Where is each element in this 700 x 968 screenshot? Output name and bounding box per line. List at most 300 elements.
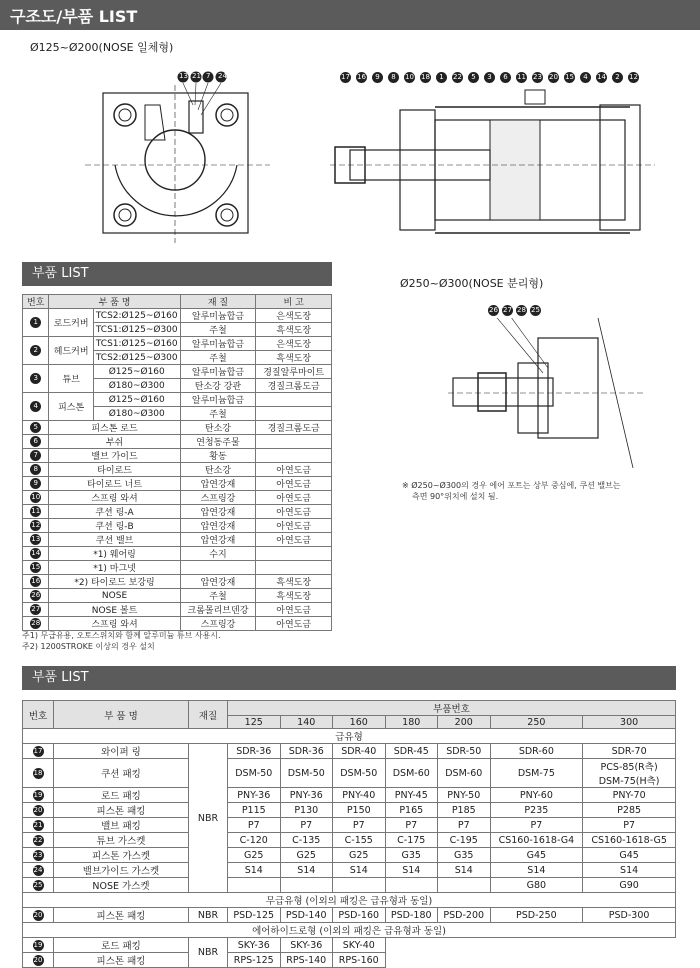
part-name: 밸브가이드 가스켓 xyxy=(54,863,189,878)
part-number xyxy=(23,848,54,863)
part-number-badge: 25 xyxy=(33,881,43,889)
part-code xyxy=(583,848,676,863)
part-name: 쿠션 밸브 xyxy=(49,533,180,547)
parts-list-bar-2: 부품 LIST xyxy=(22,666,676,690)
part-number-badge: 20 xyxy=(33,911,43,919)
part-number-badge: 2 xyxy=(30,345,41,356)
part-remark: 아연도금 xyxy=(256,477,332,491)
part-code: PSD-200 xyxy=(438,908,491,923)
part-code-value: G25 xyxy=(349,849,369,861)
part-code xyxy=(490,744,583,759)
part-number xyxy=(23,603,49,617)
part-code: PSD-140 xyxy=(280,908,333,923)
part-code-value: PNY-36 xyxy=(237,789,271,801)
part-number-badge: 16 xyxy=(31,577,41,585)
part-number xyxy=(23,547,49,561)
table-row xyxy=(23,759,676,788)
part-code xyxy=(438,759,491,788)
part-remark: 흑색도장 xyxy=(256,323,332,337)
table-row xyxy=(23,617,332,631)
part-code xyxy=(333,833,386,848)
part-code xyxy=(583,744,676,759)
part-material: 탄소강 xyxy=(180,421,256,435)
table-row xyxy=(23,744,676,759)
part-code xyxy=(333,744,386,759)
part-number xyxy=(23,561,49,575)
part-code-value: G90 xyxy=(619,879,639,891)
part-number xyxy=(23,505,49,519)
part-number xyxy=(23,818,54,833)
part-material: 황동 xyxy=(180,449,256,463)
part-name: 와이퍼 링 xyxy=(54,744,189,759)
part-code: SKY-36 xyxy=(280,938,333,953)
part-name: 튜브 가스켓 xyxy=(54,833,189,848)
part-code-value: C-175 xyxy=(397,834,426,846)
part-remark: 아연도금 xyxy=(256,463,332,477)
part-code xyxy=(490,878,583,893)
page-title: 구조도/부품 LIST xyxy=(10,7,138,26)
part-material: 스프링강 xyxy=(180,617,256,631)
part-code xyxy=(385,744,438,759)
part-name: NOSE 가스켓 xyxy=(54,878,189,893)
part-remark: 아연도금 xyxy=(256,519,332,533)
table-row xyxy=(23,938,676,953)
part-code xyxy=(228,744,281,759)
part-code-value: P7 xyxy=(405,819,418,831)
part-number xyxy=(23,863,54,878)
part-code xyxy=(583,803,676,818)
part-code xyxy=(385,848,438,863)
part-code-value: P7 xyxy=(457,819,470,831)
part-code xyxy=(490,863,583,878)
diagram1-caption: Ø125~Ø200(NOSE 일체형) xyxy=(30,41,174,54)
part-number-badge: 19 xyxy=(33,791,43,799)
part-code xyxy=(280,788,333,803)
table-row xyxy=(23,788,676,803)
part-code-value: P7 xyxy=(352,819,365,831)
part-remark: 경질크롬도금 xyxy=(256,421,332,435)
group-title: 무급유형 (이외의 패킹은 급유형과 동일) xyxy=(23,893,676,908)
part-code-value: S14 xyxy=(454,864,473,876)
table-row xyxy=(23,547,332,561)
part-code xyxy=(583,833,676,848)
part-code-value: P7 xyxy=(623,819,635,831)
part-code xyxy=(583,818,676,833)
part-code xyxy=(333,759,386,788)
part-number-badge: 22 xyxy=(33,836,43,844)
part-code xyxy=(333,878,386,893)
group-title: 급유형 xyxy=(23,729,676,744)
part-code xyxy=(490,788,583,803)
part-code xyxy=(583,863,676,878)
side-section-diagram xyxy=(330,65,660,250)
table-row xyxy=(23,337,332,351)
part-code-value: P7 xyxy=(247,819,260,831)
part-number-badge: 13 xyxy=(31,535,41,543)
parts-table-2: 번호 부 품 명 재질 부품번호 125 140 160 180 200 250 300 급유형 17 와이퍼 링 NBR SDR-36 SDR-36 SDR-40 SDR-45 SDR-50 SDR-60 SDR-70 18 쿠션 패킹 DSM-50 DSM-50 DSM-50 DSM-60 DSM-60 DSM-75 PCS-85(R측) DSM-75(H측) 19 로드 패킹 PNY-36 PNY-36 PNY-40 PNY-45 PNY-50 PNY-60 PNY-70 20 피스톤 패킹 P115 P130 P150 P165 P185 P235 P285 21 밸브 패킹 P7 P7 P7 P7 P7 P7 P7 22 튜브 가스켓 C-120 C-135 C-155 C-175 C-195 CS160-1618-G4 CS160-1618-G5 23 피스톤 가스켓 G25 G25 G25 G35 G35 G45 G45 24 밸브가이드 가스켓 S14 S14 S14 S14 S14 S14 S14 25 NOSE 가스켓 G80 G90 무급유형 (이외의 패킹은 급유형과 동일) 20 피스톤 패킹 NBR PSD-125 PSD-140 PSD-160 PSD-180 PSD-200 PSD-250 PSD-300 에어하이드로형 (이외의 패킹은 급유형과 동일) 19 로드 패킹 NBR SKY-36 SKY-36 SKY-40 20 피스톤 패킹 RPS-125 RPS-140 RPS-160 xyxy=(22,700,676,968)
part-code-value: G45 xyxy=(526,849,547,861)
part-code xyxy=(438,818,491,833)
part-number-badge: 1 xyxy=(30,317,41,328)
part-remark: 아연도금 xyxy=(256,533,332,547)
part-remark: 은색도장 xyxy=(256,337,332,351)
part-number xyxy=(23,938,54,953)
part-code xyxy=(228,759,281,788)
part-number-badge: 20 xyxy=(33,956,43,964)
nose-callouts: 26 27 28 25 xyxy=(489,306,540,314)
part-code xyxy=(280,878,333,893)
part-remark: 흑색도장 xyxy=(256,351,332,365)
size-header: 160 xyxy=(333,716,386,729)
part-name: 밸브 가이드 xyxy=(49,449,180,463)
part-code-value: PNY-70 xyxy=(612,789,646,801)
part-number-badge: 6 xyxy=(30,436,41,447)
part-code-value: PCS-85(R측) xyxy=(600,762,658,773)
table-row xyxy=(23,365,332,379)
part-name: 밸브 패킹 xyxy=(54,818,189,833)
part-code: RPS-125 xyxy=(228,953,281,968)
parts-note-2: 주2) 1200STROKE 이상의 경우 설치 xyxy=(22,642,155,651)
part-remark xyxy=(256,561,332,575)
table-row xyxy=(23,449,332,463)
part-code: PSD-125 xyxy=(228,908,281,923)
part-code xyxy=(333,788,386,803)
part-code-value: PNY-36 xyxy=(289,789,323,801)
part-name: NOSE xyxy=(49,589,180,603)
table-row xyxy=(23,421,332,435)
part-name: 스프링 와셔 xyxy=(49,617,180,631)
part-number xyxy=(23,759,54,788)
part-remark: 은색도장 xyxy=(256,309,332,323)
part-code-value: S14 xyxy=(620,864,639,876)
part-number-badge: 17 xyxy=(33,747,43,755)
part-code xyxy=(228,878,281,893)
part-code-value: PNY-40 xyxy=(342,789,376,801)
part-name: 피스톤 가스켓 xyxy=(54,848,189,863)
part-code-value: PNY-60 xyxy=(519,789,553,801)
part-code-value: SDR-36 xyxy=(288,745,324,757)
part-material: 압연강재 xyxy=(180,477,256,491)
part-material: 탄소강 xyxy=(180,463,256,477)
part-code xyxy=(228,863,281,878)
table-row xyxy=(23,848,676,863)
part-code-value: P235 xyxy=(524,804,549,816)
part-code-value: SDR-36 xyxy=(236,745,272,757)
part-number-badge: 10 xyxy=(31,493,41,501)
table-row xyxy=(23,477,332,491)
part-code: PSD-180 xyxy=(385,908,438,923)
part-code: PSD-160 xyxy=(333,908,386,923)
table-row xyxy=(23,803,676,818)
part-number-badge: 7 xyxy=(30,450,41,461)
part-number xyxy=(23,477,49,491)
size-header: 200 xyxy=(438,716,491,729)
part-code-value-2: DSM-75(H측) xyxy=(598,776,660,787)
part-name: 피스톤 로드 xyxy=(49,421,180,435)
part-number-badge: 21 xyxy=(33,821,43,829)
part-name: Ø180~Ø300 xyxy=(93,379,180,393)
table-row xyxy=(23,603,332,617)
side-callouts: 17 16 9 8 10 18 1 22 5 3 6 11 23 20 15 4 14 2 12 xyxy=(341,73,638,81)
table-row xyxy=(23,393,332,407)
part-number-badge: 11 xyxy=(31,507,41,515)
part-remark: 흑색도장 xyxy=(256,589,332,603)
part-group: 헤드커버 xyxy=(49,337,93,365)
part-material: 주철 xyxy=(180,407,256,421)
page-header xyxy=(0,0,700,30)
nose-note-line2: 측면 90°위치에 설치 됨. xyxy=(412,492,499,501)
table-row xyxy=(23,863,676,878)
part-code-value: SDR-50 xyxy=(446,745,482,757)
table-row xyxy=(23,589,332,603)
part-number xyxy=(23,435,49,449)
size-header: 125 xyxy=(228,716,281,729)
table-row xyxy=(23,505,332,519)
part-number-badge: 8 xyxy=(30,464,41,475)
part-number-badge: 15 xyxy=(31,563,41,571)
part-number-badge: 5 xyxy=(30,422,41,433)
size-header: 140 xyxy=(280,716,333,729)
front-view-diagram xyxy=(85,65,270,245)
part-code: RPS-140 xyxy=(280,953,333,968)
part-remark xyxy=(256,547,332,561)
part-code xyxy=(385,759,438,788)
part-code xyxy=(280,759,333,788)
part-code-value: G45 xyxy=(619,849,639,861)
part-number xyxy=(23,449,49,463)
part-remark: 흑색도장 xyxy=(256,575,332,589)
table-row xyxy=(23,575,332,589)
part-name: Ø125~Ø160 xyxy=(93,365,180,379)
part-code xyxy=(438,878,491,893)
part-name: *1) 마그넷 xyxy=(49,561,180,575)
part-code-value: G80 xyxy=(526,879,547,891)
part-code xyxy=(228,833,281,848)
part-number xyxy=(23,575,49,589)
table-row xyxy=(23,533,332,547)
part-number-badge: 18 xyxy=(33,769,43,777)
part-code-value: SDR-40 xyxy=(341,745,377,757)
part-name: 스프링 와셔 xyxy=(49,491,180,505)
part-name: NOSE 볼트 xyxy=(49,603,180,617)
part-number xyxy=(23,908,54,923)
part-name: TCS2:Ø125~Ø160 xyxy=(93,309,180,323)
part-code-value: P285 xyxy=(617,804,642,816)
part-number xyxy=(23,337,49,365)
part-name: 피스톤 패킹 xyxy=(54,803,189,818)
part-remark: 아연도금 xyxy=(256,491,332,505)
part-code xyxy=(490,759,583,788)
part-code-value: CS160-1618-G4 xyxy=(498,834,575,846)
table-row xyxy=(23,491,332,505)
parts-table-1: 번호 부 품 명 재 질 비 고 1 로드커버 TCS2:Ø125~Ø160 알루미늄합금 은색도장 TCS1:Ø125~Ø300 주철 흑색도장 2 헤드커버 TCS1:Ø125~Ø160 알루미늄합금 은색도장 TCS2:Ø125~Ø300 주철 흑색도장 3 튜브 Ø125~Ø160 알루미늄합금 경질알루마이트 Ø180~Ø300 탄소강 강관 경질크롬도금 4 피스톤 Ø125~Ø160 알루미늄합금 Ø180~Ø300 주철 5 피스톤 로드 탄소강 경질크롬도금 6 부쉬 연청동주물 7 밸브 가이드 황동 8 타이로드 탄소강 아연도금 9 타이로드 너트 압연강재 아연도금 10 스프링 와셔 스프링강 아연도금 11 쿠션 링-A 압연강재 아연도금 12 쿠션 링-B 압연강재 아연도금 13 쿠션 밸브 압연강재 아연도금 14 *1) 웨어링 수지 15 *1) 마그넷 16 *2) 타이로드 보강링 압연강재 흑색도장 26 NOSE 주철 흑색도장 27 NOSE 볼트 크롬몰리브덴강 아연도금 28 스프링 와셔 스프링강 아연도금 xyxy=(22,294,332,631)
part-number xyxy=(23,393,49,421)
part-name: TCS1:Ø125~Ø300 xyxy=(93,323,180,337)
part-code xyxy=(490,833,583,848)
part-code-value: P165 xyxy=(399,804,424,816)
part-code xyxy=(438,863,491,878)
part-code xyxy=(438,744,491,759)
part-code-value: P7 xyxy=(530,819,543,831)
part-code-value: SDR-45 xyxy=(393,745,429,757)
group-title: 에어하이드로형 (이외의 패킹은 급유형과 동일) xyxy=(23,923,676,938)
part-code: SKY-40 xyxy=(333,938,386,953)
part-material: 압연강재 xyxy=(180,533,256,547)
part-material: NBR xyxy=(189,744,228,893)
part-number xyxy=(23,421,49,435)
part-code xyxy=(438,788,491,803)
part-code-value: G25 xyxy=(244,849,264,861)
part-code-value: P150 xyxy=(346,804,371,816)
part-code-value: DSM-75 xyxy=(517,767,555,779)
part-code-value: C-120 xyxy=(239,834,268,846)
part-remark xyxy=(256,449,332,463)
part-name: 쿠션 링-B xyxy=(49,519,180,533)
part-name: 쿠션 링-A xyxy=(49,505,180,519)
table-row xyxy=(23,878,676,893)
part-remark: 아연도금 xyxy=(256,505,332,519)
part-code-value: S14 xyxy=(297,864,316,876)
part-number-badge: 24 xyxy=(33,866,43,874)
part-name: 타이로드 너트 xyxy=(49,477,180,491)
part-number xyxy=(23,491,49,505)
table-row xyxy=(23,833,676,848)
group-row xyxy=(23,923,676,938)
part-code xyxy=(438,833,491,848)
part-number xyxy=(23,617,49,631)
part-name: *2) 타이로드 보강링 xyxy=(49,575,180,589)
part-remark: 아연도금 xyxy=(256,617,332,631)
part-number-badge: 19 xyxy=(33,941,43,949)
nose-section-diagram xyxy=(448,318,648,468)
part-code: PSD-300 xyxy=(583,908,676,923)
part-number xyxy=(23,463,49,477)
part-code xyxy=(280,863,333,878)
part-number-badge: 3 xyxy=(30,373,41,384)
part-number xyxy=(23,744,54,759)
table-row xyxy=(23,463,332,477)
table-row xyxy=(23,519,332,533)
part-code-value: S14 xyxy=(527,864,546,876)
part-remark: 아연도금 xyxy=(256,603,332,617)
part-code-value: DSM-50 xyxy=(340,767,378,779)
part-code-value: S14 xyxy=(402,864,421,876)
parts-note-1: 주1) 무급유용, 오토스위치와 함께 알루미늄 튜브 사용시. xyxy=(22,631,221,640)
part-code xyxy=(438,803,491,818)
part-code-value: SDR-70 xyxy=(611,745,647,757)
part-material: 알루미늄합금 xyxy=(180,309,256,323)
part-code-value: C-155 xyxy=(344,834,373,846)
size-header: 300 xyxy=(583,716,676,729)
table-row xyxy=(23,309,332,323)
part-code-value: G35 xyxy=(454,849,474,861)
part-name: Ø125~Ø160 xyxy=(93,393,180,407)
part-code xyxy=(490,803,583,818)
part-code-value: DSM-60 xyxy=(392,767,430,779)
part-code xyxy=(280,833,333,848)
part-name: 부쉬 xyxy=(49,435,180,449)
part-name: 타이로드 xyxy=(49,463,180,477)
part-code: SKY-36 xyxy=(228,938,281,953)
part-number xyxy=(23,519,49,533)
table-row xyxy=(23,561,332,575)
part-code xyxy=(228,803,281,818)
part-code xyxy=(583,878,676,893)
part-code-value: PNY-45 xyxy=(394,789,428,801)
part-number xyxy=(23,878,54,893)
table-row xyxy=(23,953,676,968)
part-code xyxy=(583,788,676,803)
part-number xyxy=(23,365,49,393)
part-code-value: DSM-50 xyxy=(287,767,325,779)
size-header: 180 xyxy=(385,716,438,729)
table-row xyxy=(23,818,676,833)
part-code-value: C-195 xyxy=(449,834,478,846)
part-number-badge: 20 xyxy=(33,806,43,814)
part-code-value: P115 xyxy=(241,804,266,816)
part-code xyxy=(280,803,333,818)
nose-note-line1: ※ Ø250~Ø300의 경우 에어 포트는 상부 중심에, 쿠션 밸브는 xyxy=(402,481,621,490)
part-code xyxy=(228,788,281,803)
table-row xyxy=(23,435,332,449)
part-material: 주철 xyxy=(180,323,256,337)
part-material: NBR xyxy=(189,938,228,968)
part-code xyxy=(280,744,333,759)
part-material: 연청동주물 xyxy=(180,435,256,449)
part-name: 피스톤 패킹 xyxy=(54,953,189,968)
part-code-value: DSM-60 xyxy=(445,767,483,779)
part-code-value: PNY-50 xyxy=(447,789,481,801)
part-number-badge: 26 xyxy=(31,591,41,599)
part-number-badge: 28 xyxy=(31,619,41,627)
part-code xyxy=(385,863,438,878)
part-group: 튜브 xyxy=(49,365,93,393)
part-code xyxy=(333,803,386,818)
part-name: *1) 웨어링 xyxy=(49,547,180,561)
part-code: PSD-250 xyxy=(490,908,583,923)
part-code-value: CS160-1618-G5 xyxy=(591,834,667,846)
part-code xyxy=(385,803,438,818)
group-row xyxy=(23,893,676,908)
part-material: 알루미늄합금 xyxy=(180,337,256,351)
part-code xyxy=(280,818,333,833)
part-remark xyxy=(256,435,332,449)
part-number-badge: 14 xyxy=(31,549,41,557)
part-number-badge: 12 xyxy=(31,521,41,529)
part-code xyxy=(490,848,583,863)
part-name: 쿠션 패킹 xyxy=(54,759,189,788)
part-material: NBR xyxy=(189,908,228,923)
part-material: 크롬몰리브덴강 xyxy=(180,603,256,617)
part-code: RPS-160 xyxy=(333,953,386,968)
part-code-value: S14 xyxy=(349,864,368,876)
part-material: 알루미늄합금 xyxy=(180,393,256,407)
size-header: 250 xyxy=(490,716,583,729)
part-material xyxy=(180,561,256,575)
part-number-badge: 9 xyxy=(30,478,41,489)
part-number xyxy=(23,589,49,603)
part-code xyxy=(228,818,281,833)
part-remark xyxy=(256,407,332,421)
part-number xyxy=(23,533,49,547)
part-code xyxy=(438,848,491,863)
part-material: 주철 xyxy=(180,589,256,603)
part-name: TCS2:Ø125~Ø300 xyxy=(93,351,180,365)
part-material: 주철 xyxy=(180,351,256,365)
part-code-value: G35 xyxy=(401,849,421,861)
part-remark xyxy=(256,393,332,407)
part-code xyxy=(583,759,676,788)
